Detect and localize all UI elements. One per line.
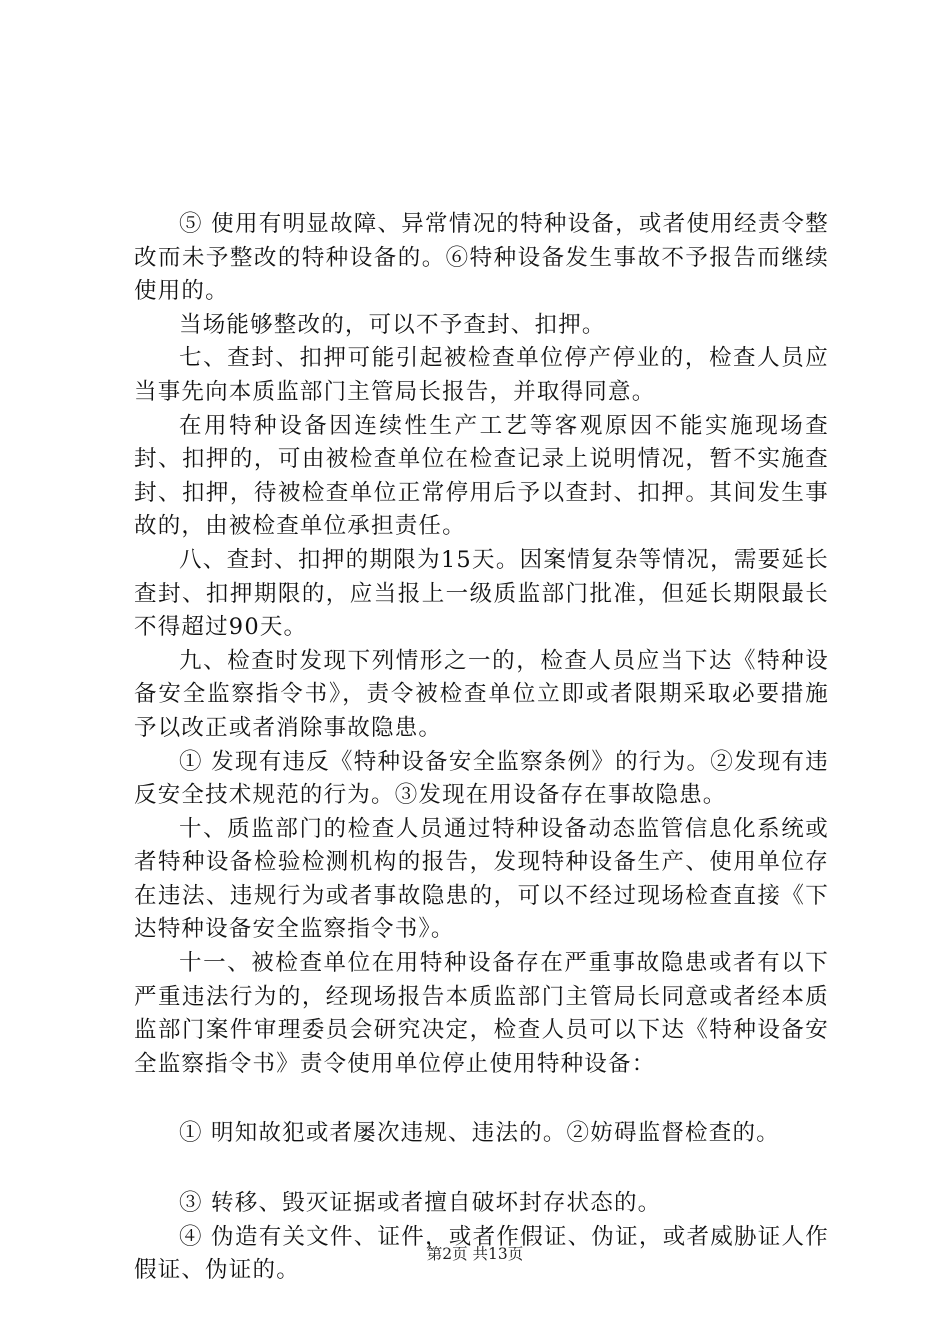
paragraph-section-9: 九、检查时发现下列情形之一的，检查人员应当下达《特种设备安全监察指令书》，责令被检查单位立即或者限期采取必要措施予以改正或者消除事故隐患。 [134,647,829,741]
paragraph-continuous-production: 在用特种设备因连续性生产工艺等客观原因不能实施现场查封、扣押的，可由被检查单位在检查记录上说明情况，暂不实施查封、扣押，待被检查单位正常停用后予以查封、扣押。其间发生事故的，由被检查单位承担责任。 [134,412,829,540]
paragraph-section-11: 十一、被检查单位在用特种设备存在严重事故隐患或者有以下严重违法行为的，经现场报告本质监部门主管局长同意或者经本质监部门案件审理委员会研究决定，检查人员可以下达《特种设备安全监察指令书》责令使用单位停止使用特种设备： [134,950,829,1077]
document-body [134,208,829,1288]
paragraph-section-10: 十、质监部门的检查人员通过特种设备动态监管信息化系统或者特种设备检验检测机构的报告，发现特种设备生产、使用单位存在违法、违规行为或者事故隐患的，可以不经过现场检查直接《下达特种设备安全监察指令书》。 [134,815,829,943]
paragraph-on-site-rectification: 当场能够整改的，可以不予查封、扣押。 [179,311,606,338]
paragraph-item5-item6: ⑤ 使用有明显故障、异常情况的特种设备，或者使用经责令整改而未予整改的特种设备的。⑥特种设备发生事故不予报告而继续使用的。 [134,211,829,305]
paragraph-section-8: 八、查封、扣押的期限为15天。因案情复杂等情况，需要延长查封、扣押期限的，应当报上一级质监部门批准，但延长期限最长不得超过90天。 [134,546,829,641]
paragraph-items-1-2: ① 明知故犯或者屡次违规、违法的。②妨碍监督检查的。 [179,1120,780,1147]
paragraph-section-9-items: ① 发现有违反《特种设备安全监察条例》的行为。②发现有违反安全技术规范的行为。③发现在用设备存在事故隐患。 [134,748,829,809]
page-number-footer: 第2页 共13页 [426,1245,524,1263]
paragraph-section-7: 七、查封、扣押可能引起被检查单位停产停业的，检查人员应当事先向本质监部门主管局长报告，并取得同意。 [134,345,829,405]
paragraph-item-4: ④ 伪造有关文件、证件，或者作假证、伪证，或者威胁证人作假证、伪证的。 [134,1223,829,1284]
paragraph-item-3: ③ 转移、毁灭证据或者擅自破坏封存状态的。 [179,1190,662,1217]
